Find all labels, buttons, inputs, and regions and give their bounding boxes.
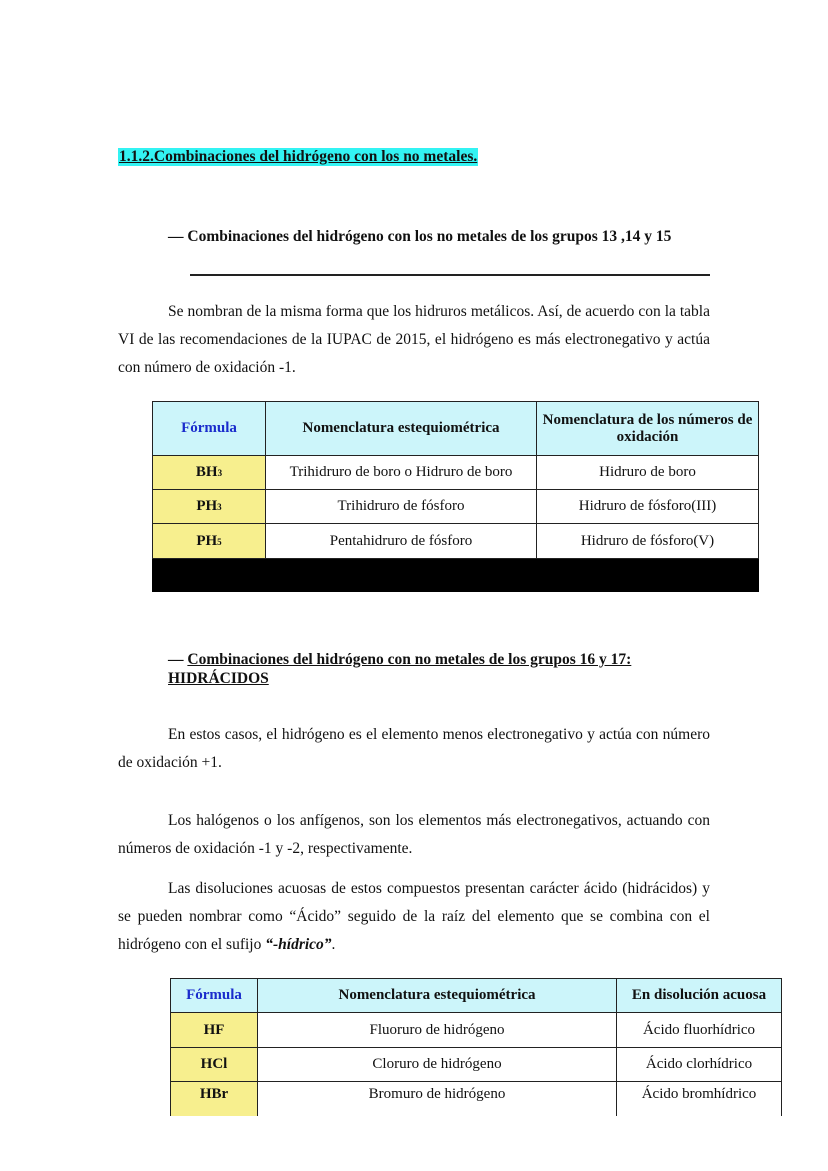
aqueous-cell: Ácido clorhídrico (617, 1048, 782, 1082)
stoich-cell: Pentahidruro de fósforo (266, 524, 537, 559)
stoich-cell: Trihidruro de boro o Hidruro de boro (266, 456, 537, 490)
table-hydrides (152, 401, 759, 592)
paragraph-halogens: Los halógenos o los anfígenos, son los elementos más electronegativos, actuando con números de oxidación -1 y -2, respectivamente. (118, 812, 710, 857)
formula-cell: BH3 (153, 456, 266, 490)
table-row (153, 524, 759, 559)
formula-cell: PH5 (153, 524, 266, 559)
formula-cell: HCl (171, 1048, 258, 1082)
header-stoich: Nomenclatura estequiométrica (258, 979, 617, 1013)
header-stoich: Nomenclatura estequiométrica (266, 402, 537, 456)
oxidation-cell: Hidruro de fósforo(III) (537, 490, 759, 524)
stoich-cell: Fluoruro de hidrógeno (258, 1013, 617, 1048)
stoich-cell: Cloruro de hidrógeno (258, 1048, 617, 1082)
subsection-title-groups-13-15: — Combinaciones del hidrógeno con los no metales de los grupos 13 ,14 y 15 (168, 228, 672, 245)
aqueous-cell: Ácido bromhídrico (617, 1082, 782, 1116)
stoich-cell: Bromuro de hidrógeno (258, 1082, 617, 1116)
stoich-cell: Trihidruro de fósforo (266, 490, 537, 524)
oxidation-cell: Hidruro de boro (537, 456, 759, 490)
subsection-title-groups-16-17: — Combinaciones del hidrógeno con no metales de los grupos 16 y 17: HIDRÁCIDOS (168, 651, 632, 687)
formula-cell: HF (171, 1013, 258, 1048)
header-formula: Fórmula (171, 979, 258, 1013)
paragraph-oxidation: En estos casos, el hidrógeno es el elemento menos electronegativo y actúa con número de oxidación +1. (118, 726, 710, 771)
table-hydracids (170, 978, 782, 1116)
formula-cell: HBr (171, 1082, 258, 1116)
aqueous-cell: Ácido fluorhídrico (617, 1013, 782, 1048)
table-row (153, 456, 759, 490)
table-row (153, 490, 759, 524)
table-row (171, 1082, 782, 1116)
paragraph-hydrides: Se nombran de la misma forma que los hidruros metálicos. Así, de acuerdo con la tabla VI de las recomendaciones de la IUPAC de 2015, el hidrógeno es más electronegativo y actúa con número de oxidación -1. (118, 303, 710, 376)
header-formula: Fórmula (153, 402, 266, 456)
paragraph-aqueous: Las disoluciones acuosas de estos compuestos presentan carácter ácido (hidrácidos) y se pueden nombrar como “Ácido” seguido de la raíz del elemento que se combina con el hidrógeno con el sufijo “-hídrico”. (118, 880, 710, 953)
divider (190, 274, 710, 276)
section-heading: 1.1.2.Combinaciones del hidrógeno con los no metales. (119, 148, 478, 165)
formula-cell: PH3 (153, 490, 266, 524)
black-row (153, 559, 759, 592)
header-aqueous: En disolución acuosa (617, 979, 782, 1013)
table-row (171, 1048, 782, 1082)
table-row (171, 1013, 782, 1048)
header-oxidation: Nomenclatura de los números de oxidación (537, 402, 759, 456)
oxidation-cell: Hidruro de fósforo(V) (537, 524, 759, 559)
